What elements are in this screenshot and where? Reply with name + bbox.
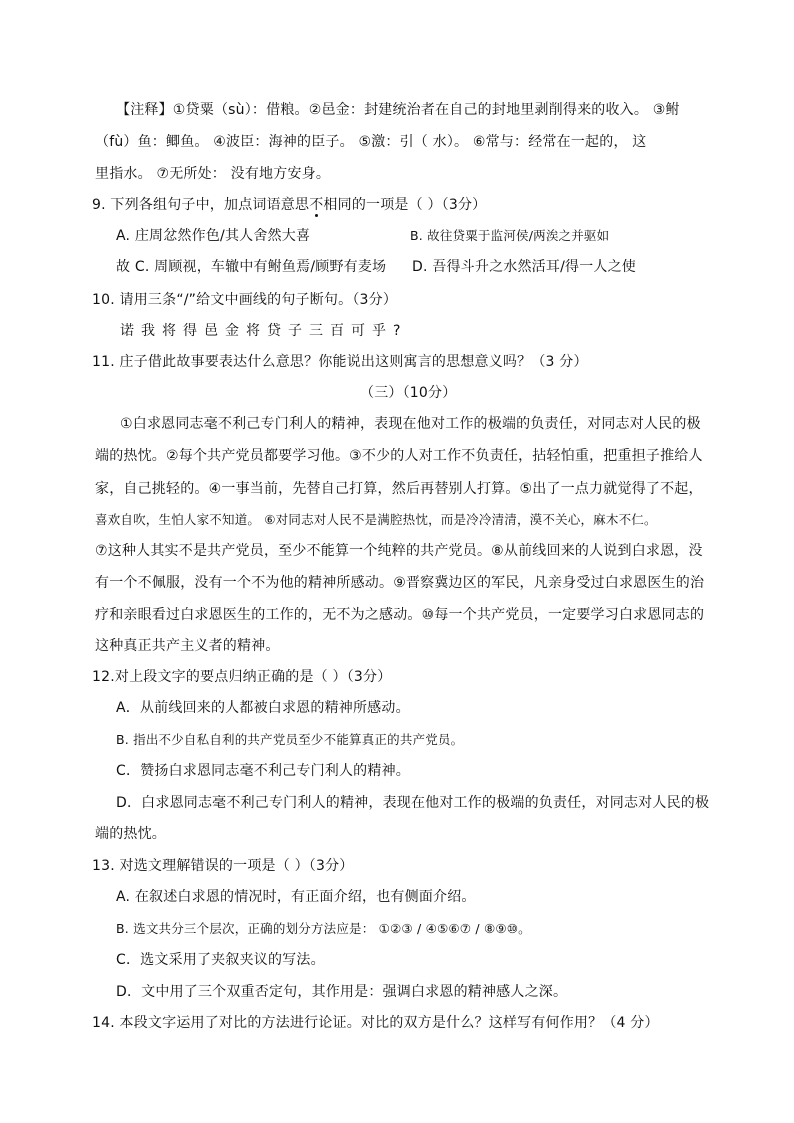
question-9-text-c: 相同的一项是（ ）（3分）	[323, 197, 487, 213]
passage-line-3: 家，自己挑轻的。④一事当前，先替自己打算，然后再替别人打算。⑤出了一点力就觉得了不起，	[95, 481, 703, 497]
question-9	[92, 195, 486, 215]
question-11: 11. 庄子借此故事要表达什么意思？你能说出这则寓言的思想意义吗？（3 分）	[92, 354, 588, 370]
question-9-option-a: A. 庄周忿然作色/其人舍然大喜	[116, 228, 311, 244]
question-12-option-a: A．从前线回来的人都被白求恩的精神所感动。	[116, 700, 410, 716]
question-9-option-d: D. 吾得斗升之水然活耳/得一人之使	[412, 259, 636, 275]
passage-line-7: 疗和亲眼看过白求恩医生的工作的，无不为之感动。⑩每一个共产党员，一定要学习白求恩同志的	[95, 607, 705, 623]
question-13-option-b: B. 选文共分三个层次，正确的划分方法应是： ①②③ / ④⑤⑥⑦ / ⑧⑨⑩。	[116, 921, 531, 936]
question-9-dotted-char: 不	[309, 197, 324, 213]
question-12-option-b: B. 指出不少自私自利的共产党员至少不能算真正的共产党员。	[116, 732, 464, 747]
question-13-option-d: D．文中用了三个双重否定句，其作用是：强调白求恩的精神感人之深。	[116, 984, 568, 1000]
question-12: 12.对上段文字的要点归纳正确的是（ ）（3分）	[92, 669, 392, 685]
question-9-option-b: B. 故往贷粟于监河侯/两涘之并驱如	[410, 228, 610, 243]
note-line-2: （fù）鱼：鲫鱼。 ④波臣：海神的臣子。 ⑤激：引（ 水）。 ⑥常与：经常在一起的， 这	[95, 134, 647, 150]
question-13-option-c: C．选文采用了夹叙夹议的写法。	[116, 952, 325, 968]
question-9-text-a: 9. 下列各组句子中，加点词语意思	[92, 197, 310, 213]
question-10: 10. 请用三条“/”给文中画线的句子断句。（3分）	[92, 292, 398, 308]
note-line-3: 里指水。 ⑦无所处： 没有地方安身。	[95, 166, 331, 182]
passage-line-5: ⑦这种人其实不是共产党员，至少不能算一个纯粹的共产党员。⑧从前线回来的人说到白求恩，没	[95, 543, 703, 559]
question-10-sentence: 诺我将得邑金将贷子三百可乎?	[120, 323, 408, 339]
passage-line-2: 端的热忱。②每个共产党员都要学习他。③不少的人对工作不负责任，拈轻怕重，把重担子推给人	[95, 448, 703, 464]
passage-line-6: 有一个不佩服，没有一个不为他的精神所感动。⑨晋察冀边区的军民，凡亲身受过白求恩医生的治	[95, 575, 705, 591]
passage-line-8: 这种真正共产主义者的精神。	[95, 638, 280, 654]
question-13: 13. 对选文理解错误的一项是（ ）（3分）	[92, 858, 354, 874]
question-14: 14. 本段文字运用了对比的方法进行论证。对比的双方是什么？这样写有何作用？（4 分）	[92, 1015, 659, 1031]
passage-line-4: 喜欢自吹，生怕人家不知道。 ⑥对同志对人民不是满腔热忱，而是冷冷清清，漠不关心，麻木不仁。	[95, 512, 657, 527]
passage-line-1: ①白求恩同志毫不利己专门利人的精神，表现在他对工作的极端的负责任，对同志对人民的极	[120, 416, 701, 432]
question-9-option-c: 故 C. 周顾视，车辙中有鲋鱼焉/顾野有麦场	[116, 259, 387, 275]
note-line-1: 【注释】①贷粟（sù）：借粮。②邑金：封建统治者在自己的封地里剥削得来的收入。 ③鲋	[116, 102, 680, 118]
question-13-option-a: A. 在叙述白求恩的情况时，有正面介绍，也有侧面介绍。	[116, 889, 476, 905]
question-12-option-d-line-2: 端的热忱。	[95, 826, 166, 842]
question-12-option-d-line-1: D．白求恩同志毫不利己专门利人的精神，表现在他对工作的极端的负责任，对同志对人民的极	[116, 795, 710, 811]
question-12-option-c: C．赞扬白求恩同志毫不利己专门利人的精神。	[116, 763, 410, 779]
section-3-heading: （三）（10分）	[360, 385, 457, 401]
